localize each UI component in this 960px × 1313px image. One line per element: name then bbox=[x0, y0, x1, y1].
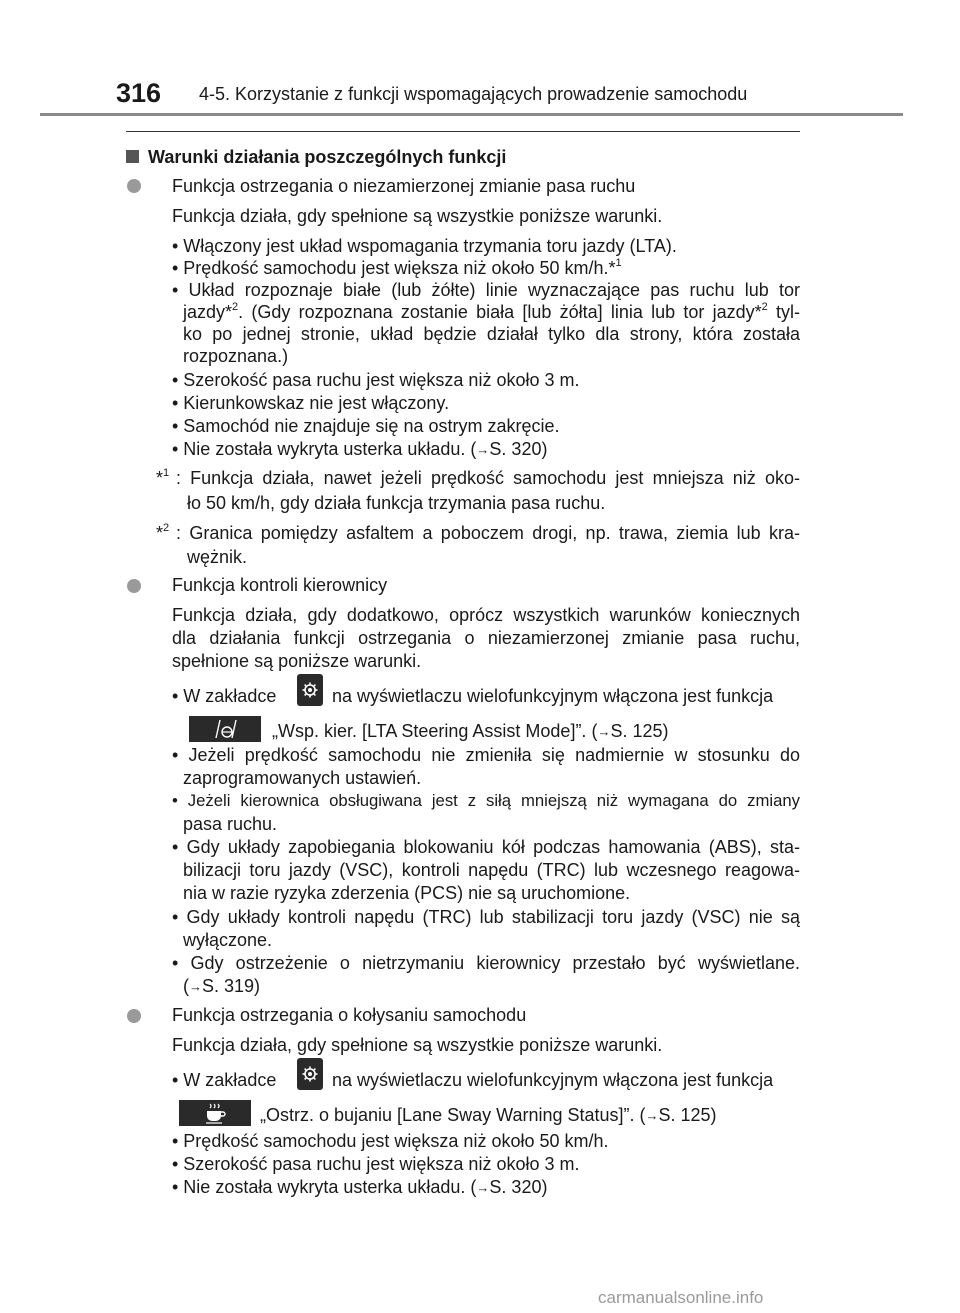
lane-sway-function-button[interactable] bbox=[179, 1100, 251, 1126]
lda-condition-4: • Szerokość pasa ruchu jest większa niż około 3 m. bbox=[172, 370, 580, 390]
circle-bullet-icon bbox=[127, 579, 141, 593]
steering-assist-function-button[interactable] bbox=[189, 716, 261, 742]
steer-condition-4-cont: nia w razie ryzyka zderzenia (PCS) nie są uruchomione. bbox=[183, 883, 631, 903]
arrow-right-icon: → bbox=[189, 979, 202, 994]
steer-condition-3: • Jeżeli kierownica obsługiwana jest z siłą mniejszą niż wymagana do zmiany bbox=[172, 791, 800, 810]
square-bullet-icon bbox=[126, 150, 139, 163]
steer-title: Funkcja kontroli kierownicy bbox=[172, 575, 388, 595]
steering-assist-icon bbox=[213, 718, 239, 740]
steer-intro: spełnione są poniższe warunki. bbox=[172, 651, 422, 671]
circle-bullet-icon bbox=[127, 179, 141, 193]
steer-condition-5: • Gdy układy kontroli napędu (TRC) lub stabilizacji toru jazdy (VSC) nie są bbox=[172, 907, 800, 927]
watermark-link[interactable]: carmanualsonline.info bbox=[598, 1288, 764, 1307]
sway-tab-text: na wyświetlaczu wielofunkcyjnym włączona jest funkcja bbox=[332, 1070, 774, 1090]
page-number: 316 bbox=[116, 78, 162, 108]
lda-condition-3-cont: ko po jednej stronie, układ będzie działał tylko dla strony, która została bbox=[183, 324, 800, 344]
lda-condition-1: • Włączony jest układ wspomagania trzymania toru jazdy (LTA). bbox=[172, 236, 677, 256]
footnote-2-text: : Granica pomiędzy asfaltem a poboczem drogi, np. trawa, ziemia lub kra- bbox=[176, 523, 800, 543]
footnote-2: *$^2$ bbox=[156, 522, 170, 543]
sway-condition-2: • Prędkość samochodu jest większa niż około 50 km/h. bbox=[172, 1131, 609, 1151]
sway-condition-3: • Szerokość pasa ruchu jest większa niż około 3 m. bbox=[172, 1154, 580, 1174]
arrow-right-icon: → bbox=[476, 442, 490, 457]
steer-tab-text: na wyświetlaczu wielofunkcyjnym włączona jest funkcja bbox=[332, 686, 774, 706]
lda-condition-5: • Kierunkowskaz nie jest włączony. bbox=[172, 393, 450, 413]
header-rule bbox=[40, 113, 903, 116]
footnote-1-text: : Funkcja działa, nawet jeżeli prędkość samochodu jest mniejsza niż oko- bbox=[176, 468, 800, 488]
steer-condition-5-cont: wyłączone. bbox=[183, 930, 273, 950]
lda-condition-7: • Nie została wykryta usterka układu. (→S. 320) bbox=[172, 439, 548, 459]
steer-tab-text: • W zakładce bbox=[172, 686, 277, 706]
circle-bullet-icon bbox=[127, 1009, 141, 1023]
sway-tab-function: „Ostrz. o bujaniu [Lane Sway Warning Status]”. (→S. 125) bbox=[260, 1105, 717, 1125]
steer-tab-function: „Wsp. kier. [LTA Steering Assist Mode]”. (→S. 125) bbox=[272, 721, 669, 741]
steer-intro: dla działania funkcji ostrzegania o niezamierzonej zmianie pasa ruchu, bbox=[172, 628, 800, 648]
footnote-1: *$^1$ bbox=[156, 467, 170, 488]
lda-condition-2: • Prędkość samochodu jest większa niż około 50 km/h.*$^1$ bbox=[172, 257, 622, 278]
section-heading: Warunki działania poszczególnych funkcji bbox=[126, 146, 506, 169]
chapter-title: 4-5. Korzystanie z funkcji wspomagających prowadzenie samochodu bbox=[199, 84, 748, 104]
lda-condition-3-cont: rozpoznana.) bbox=[183, 346, 289, 366]
settings-tab-button[interactable] bbox=[297, 1058, 323, 1090]
sway-intro: Funkcja działa, gdy spełnione są wszystkie poniższe warunki. bbox=[172, 1035, 663, 1055]
steer-condition-6-cont: (→S. 319) bbox=[183, 976, 261, 996]
lda-intro: Funkcja działa, gdy spełnione są wszystkie poniższe warunki. bbox=[172, 206, 663, 226]
section-rule bbox=[126, 131, 800, 132]
steer-intro: Funkcja działa, gdy dodatkowo, oprócz wszystkich warunków koniecznych bbox=[172, 605, 800, 625]
settings-tab-button[interactable] bbox=[297, 674, 323, 706]
coffee-cup-icon bbox=[204, 1102, 226, 1124]
footnote-2-text: wężnik. bbox=[187, 547, 248, 567]
footnote-1-text: ło 50 km/h, gdy działa funkcja trzymania pasa ruchu. bbox=[187, 493, 606, 513]
steer-condition-4-cont: bilizacji toru jazdy (VSC), kontroli napędu (TRC) lub wczesnego reagowa- bbox=[183, 860, 800, 880]
steer-condition-2-cont: zaprogramowanych ustawień. bbox=[183, 768, 422, 788]
steer-condition-3-cont: pasa ruchu. bbox=[183, 814, 278, 834]
steer-condition-4: • Gdy układy zapobiegania blokowaniu kół podczas hamowania (ABS), sta- bbox=[172, 837, 800, 857]
lda-condition-6: • Samochód nie znajduje się na ostrym zakręcie. bbox=[172, 416, 560, 436]
lda-condition-3-cont: jazdy*$^2$. (Gdy rozpoznana zostanie biała [lub żółta] linia lub tor jazdy*$^2$ tyl- bbox=[183, 301, 800, 322]
lda-condition-3: • Układ rozpoznaje białe (lub żółte) linie wyznaczające pas ruchu lub tor bbox=[172, 280, 800, 300]
gear-icon bbox=[302, 1066, 318, 1082]
lda-title: Funkcja ostrzegania o niezamierzonej zmianie pasa ruchu bbox=[172, 176, 636, 196]
arrow-right-icon: → bbox=[476, 1180, 490, 1195]
sway-condition-4: • Nie została wykryta usterka układu. (→S. 320) bbox=[172, 1177, 548, 1197]
steer-condition-6: • Gdy ostrzeżenie o nietrzymaniu kierownicy przestało być wyświetlane. bbox=[172, 953, 800, 973]
page-header bbox=[0, 0, 960, 118]
steer-condition-2: • Jeżeli prędkość samochodu nie zmieniła się nadmiernie w stosunku do bbox=[172, 745, 800, 765]
gear-icon bbox=[302, 682, 318, 698]
arrow-right-icon: → bbox=[645, 1108, 659, 1123]
sway-tab-text: • W zakładce bbox=[172, 1070, 277, 1090]
arrow-right-icon: → bbox=[597, 724, 611, 739]
sway-title: Funkcja ostrzegania o kołysaniu samochodu bbox=[172, 1005, 527, 1025]
